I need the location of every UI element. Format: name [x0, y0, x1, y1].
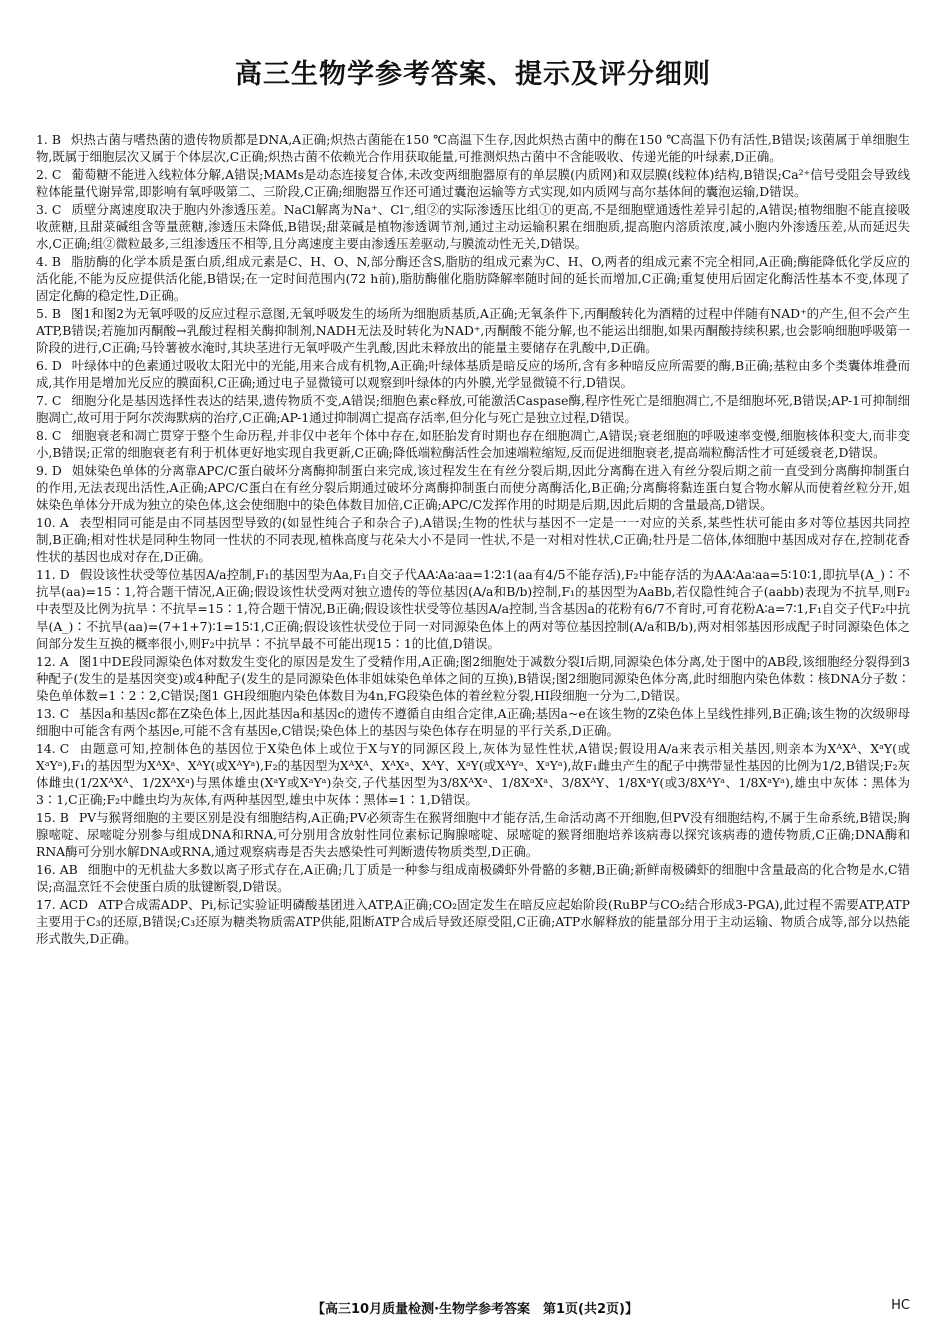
answer-item — [36, 201, 910, 253]
item-explanation: 图1和图2为无氧呼吸的反应过程示意图,无氧呼吸发生的场所为细胞质基质,A正确;无氧条件下,丙酮酸转化为酒精的过程中伴随有NAD⁺的产生,但不会产生ATP,B错误;若施加丙酮酸→乳酸过程相关酶抑制剂,NADH无法及时转化为NAD⁺,丙酮酸不能分解,也不能运出细胞,如果丙酮酸持续积累,也会影响细胞呼吸第一阶段的进行,C正确;马铃薯被水淹时,其块茎进行无氧呼吸产生乳酸,因此未释放出的能量主要储存在乳酸中,D正确。 — [36, 306, 910, 356]
item-number: 11. — [36, 567, 56, 583]
item-answer: C — [59, 740, 70, 756]
item-number: 10. — [36, 514, 56, 530]
corner-code: HC — [891, 1298, 910, 1313]
item-number: 15. — [36, 809, 56, 825]
item-answer: D — [51, 462, 62, 478]
item-explanation: ATP合成需ADP、Pi,标记实验证明磷酸基团进入ATP,A正确;CO₂固定发生在暗反应起始阶段(RuBP与CO₂结合形成3-PGA),此过程不需要ATP,ATP主要用于C₃的还原,B错误;C₃还原为糖类物质需ATP供能,阻断ATP合成后导致还原受阻,C正确;ATP水解释放的能量部分用于主动运输、物质合成等,部分以热能形式散失,D正确。 — [36, 896, 910, 947]
item-explanation: 图1中DE段同源染色体对数发生变化的原因是发生了受精作用,A正确;图2细胞处于减数分裂Ⅰ后期,同源染色体分离,处于图中的AB段,该细胞经分裂得到3种配子(发生的是基因突变)或4种配子(发生的是同源染色体非姐妹染色单体之间的互换),B错误;图2细胞同源染色体分离,此时细胞内染色体数∶核DNA分子数∶染色单体数=1∶2∶2,C错误;图1 GH段细胞内染色体数目为4n,FG段染色体的着丝粒分裂,HI段细胞一分为二,D错误。 — [36, 653, 910, 703]
item-answer: B — [59, 809, 69, 825]
page-title: 高三生物学参考答案、提示及评分细则 — [235, 59, 711, 90]
item-number: 4. — [36, 253, 48, 269]
item-number: 2. — [36, 166, 48, 182]
answer-item — [36, 427, 910, 461]
answer-item — [36, 861, 910, 895]
answer-item — [36, 462, 910, 514]
item-explanation: 表型相同可能是由不同基因型导致的(如显性纯合子和杂合子),A错误;生物的性状与基因不一定是一一对应的关系,某些性状可能由多对等位基因共同控制,B正确;相对性状是同种生物同一性状的不同表现,植株高度与花朵大小不是同一性状,不是一对相对性状,C正确;牡丹是二倍体,体细胞中基因成对存在,控制花香性状的基因也成对存在,D正确。 — [36, 514, 910, 565]
answer-item — [36, 253, 910, 305]
item-explanation: 基因a和基因c都在Z染色体上,因此基因a和基因c的遗传不遵循自由组合定律,A正确;基因a~e在该生物的Z染色体上呈线性排列,B正确;该生物的次级卵母细胞中可能含有两个基因e,可能不含有基因e,C错误;染色体上的基因与染色体存在明显的平行关系,D正确。 — [36, 705, 910, 738]
item-number: 6. — [36, 358, 48, 374]
item-number: 1. — [36, 132, 48, 147]
answer-item — [36, 514, 910, 566]
item-explanation: 细胞中的无机盐大多数以离子形式存在,A正确;几丁质是一种参与组成南极磷虾外骨骼的多糖,B正确;新鲜南极磷虾的细胞中含量最高的化合物是水,C错误;高温烹饪不会使蛋白质的肽键断裂,D错误。 — [36, 862, 910, 895]
item-answer: A — [59, 514, 69, 530]
answer-item — [36, 305, 910, 357]
item-number: 13. — [36, 705, 56, 721]
item-answer: D — [51, 358, 62, 374]
item-answer: B — [51, 132, 61, 147]
item-number: 16. — [36, 862, 56, 878]
answer-item — [36, 566, 910, 652]
answer-item — [36, 740, 910, 809]
item-number: 14. — [36, 740, 56, 756]
item-number: 12. — [36, 653, 56, 669]
item-answer: D — [59, 567, 70, 583]
item-number: 7. — [36, 393, 48, 409]
item-explanation: 细胞分化是基因选择性表达的结果,遗传物质不变,A错误;细胞色素c释放,可能激活Caspase酶,程序性死亡是细胞凋亡,不是细胞坏死,B错误;AP-1可抑制细胞凋亡,故可用于阿尔茨海默病的治疗,C正确;AP-1通过抑制凋亡提高存活率,但分化与死亡是独立过程,D错误。 — [36, 393, 910, 426]
item-answer: C — [59, 705, 70, 721]
item-answer: B — [51, 306, 61, 322]
answer-item — [36, 653, 910, 705]
answer-item — [36, 357, 910, 391]
item-explanation: 假设该性状受等位基因A/a控制,F₁的基因型为Aa,F₁自交子代AA∶Aa∶aa=1∶2∶1(aa有4/5不能存活),F₂中能存活的为AA∶Aa∶aa=5∶10∶1,即抗旱(A_)∶不抗旱(aa)=15∶1,符合题干情况,A正确;假设该性状受两对独立遗传的等位基因(A/a和B/b)控制,F₁的基因型为AaBb,若仅隐性纯合子(aabb)表现为不抗旱,则F₂中表型及比例为抗旱∶不抗旱=15∶1,符合题干情况,B正确;假设该性状受等位基因A/a控制,当含基因a的花粉有6/7不育时,可育花粉A∶a=7∶1,F₁自交子代F₂中抗旱(A_)∶不抗旱(aa)=(7+1+7)∶1=15∶1,C正确;假设该性状受位于同一对同源染色体上的两对等位基因控制(A/a和B/b),两对相邻基因形成配子时同源染色体之间部分发生互换的概率很小,则F₂中抗旱∶不抗旱最不可能出现15∶1的比值,D错误。 — [36, 567, 910, 651]
item-number: 8. — [36, 427, 48, 443]
item-answer: A — [59, 653, 69, 669]
item-explanation: 质壁分离速度取决于胞内外渗透压差。NaCl解离为Na⁺、Cl⁻,组②的实际渗透压比组①的更高,不是细胞壁通透性差异引起的,A错误;植物细胞不能直接吸收蔗糖,且甜菜碱组含等量蔗糖,渗透压未降低,B错误;甜菜碱是植物渗透调节剂,通过主动运输积累在细胞质,提高胞内溶质浓度,减小胞内外渗透压差,从而延迟失水,C正确;组②微粒最多,三组渗透压不相等,且分离速度主要由渗透压差驱动,与膜流动性无关,D错误。 — [36, 201, 910, 252]
answer-list — [36, 131, 910, 948]
item-answer: C — [51, 166, 62, 182]
item-explanation: 葡萄糖不能进入线粒体分解,A错误;MAMs是动态连接复合体,未改变两细胞器原有的单层膜(内质网)和双层膜(线粒体)结构,B错误;Ca²⁺信号受阻会导致线粒体能量代谢异常,即影响有氧呼吸第二、三阶段,C正确;细胞器互作还可通过囊泡运输等方式实现,如内质网与高尔基体间的囊泡运输,D错误。 — [36, 166, 910, 200]
item-explanation: 炽热古菌与嗜热菌的遗传物质都是DNA,A正确;炽热古菌能在150 ℃高温下生存,因此炽热古菌中的酶在150 ℃高温下仍有活性,B错误;该菌属于单细胞生物,既属于细胞层次又属于个体层次,C正确;炽热古菌不依赖光合作用获取能量,可推测炽热古菌中不含能吸收、传递光能的叶绿素,D正确。 — [36, 132, 910, 165]
answer-item — [36, 131, 910, 165]
item-number: 9. — [36, 462, 48, 478]
item-number: 5. — [36, 306, 48, 322]
item-answer: AB — [59, 862, 78, 878]
item-explanation: 细胞衰老和凋亡贯穿于整个生命历程,并非仅中老年个体中存在,如胚胎发育时期也存在细胞凋亡,A错误;衰老细胞的呼吸速率变慢,细胞核体积变大,而非变小,B错误;正常的细胞衰老有利于机体更好地实现自我更新,C正确;降低端粒酶活性会加速端粒缩短,反而促进细胞衰老,提高端粒酶活性才可延缓衰老,D错误。 — [36, 427, 910, 461]
answer-item — [36, 392, 910, 426]
item-explanation: PV与猴肾细胞的主要区别是没有细胞结构,A正确;PV必须寄生在猴肾细胞中才能存活,生命活动离不开细胞,但PV没有细胞结构,不属于生命系统,B错误;胸腺嘧啶、尿嘧啶分别参与组成DNA和RNA,可分别用含放射性同位素标记胸腺嘧啶、尿嘧啶的猴肾细胞培养该病毒以探究该病毒的遗传物质,C正确;DNA酶和RNA酶可分别水解DNA或RNA,通过观察病毒是否失去感染性可判断遗传物质类型,D正确。 — [36, 809, 910, 860]
item-answer: C — [51, 393, 62, 409]
item-explanation: 脂肪酶的化学本质是蛋白质,组成元素是C、H、O、N,部分酶还含S,脂肪的组成元素为C、H、O,两者的组成元素不完全相同,A正确;酶能降低化学反应的活化能,不能为反应提供活化能,B错误;在一定时间范围内(72 h前),脂肪酶催化脂肪降解率随时间的延长而增加,C正确;重复使用后固定化酶活性基本不变,体现了固定化酶的稳定性,D正确。 — [36, 253, 910, 304]
page-footer: 【高三10月质量检测·生物学参考答案 第1页(共2页)】 — [311, 1302, 638, 1317]
item-explanation: 由题意可知,控制体色的基因位于X染色体上或位于X与Y的同源区段上,灰体为显性性状,A错误;假设用A/a来表示相关基因,则亲本为XᴬXᴬ、XᵃY(或XᵃYᵃ),F₁的基因型为XᴬXᵃ、XᴬY(或XᴬYᵃ),F₂的基因型为XᴬXᴬ、XᴬXᵃ、XᴬY、XᵃY(或XᴬYᵃ、XᵃYᵃ),故F₁雌虫产生的配子中携带显性基因的比例为1/2,B错误;F₂灰体雌虫(1/2XᴬXᴬ、1/2XᴬXᵃ)与黑体雄虫(XᵃY或XᵃYᵃ)杂交,子代基因型为3/8XᴬXᵃ、1/8XᵃXᵃ、3/8XᴬY、1/8XᵃY(或3/8XᴬYᵃ、1/8XᵃYᵃ),雄虫中灰体∶黑体为3∶1,C正确;F₂中雌虫均为灰体,有两种基因型,雄虫中灰体∶黑体=1∶1,D错误。 — [36, 740, 910, 808]
item-answer: B — [51, 253, 61, 269]
item-explanation: 姐妹染色单体的分离靠APC/C蛋白破坏分离酶抑制蛋白来完成,该过程发生在有丝分裂后期,因此分离酶在进入有丝分裂后期之前一直受到分离酶抑制蛋白的作用,无法表现出活性,A正确;APC/C蛋白在有丝分裂后期通过破坏分离酶抑制蛋白而使分离酶活化,B正确;分离酶将黏连蛋白复合物水解从而使着丝粒分开,姐妹染色单体分开成为独立的染色体,这会使细胞中的染色体数目加倍,C正确;APC/C发挥作用的时期是后期,因此后期的含量最高,D错误。 — [36, 462, 910, 513]
answer-item — [36, 896, 910, 948]
item-number: 3. — [36, 201, 48, 217]
item-answer: C — [51, 201, 62, 217]
answer-item — [36, 809, 910, 861]
item-answer: C — [51, 427, 62, 443]
item-explanation: 叶绿体中的色素通过吸收太阳光中的光能,用来合成有机物,A正确;叶绿体基质是暗反应的场所,含有多种暗反应所需要的酶,B正确;基粒由多个类囊体堆叠而成,其作用是增加光反应的膜面积,C正确;通过电子显微镜可以观察到叶绿体的内外膜,光学显微镜不行,D错误。 — [36, 358, 910, 391]
item-number: 17. — [36, 896, 56, 912]
answer-item — [36, 705, 910, 739]
answer-item — [36, 166, 910, 200]
item-answer: ACD — [59, 896, 89, 912]
